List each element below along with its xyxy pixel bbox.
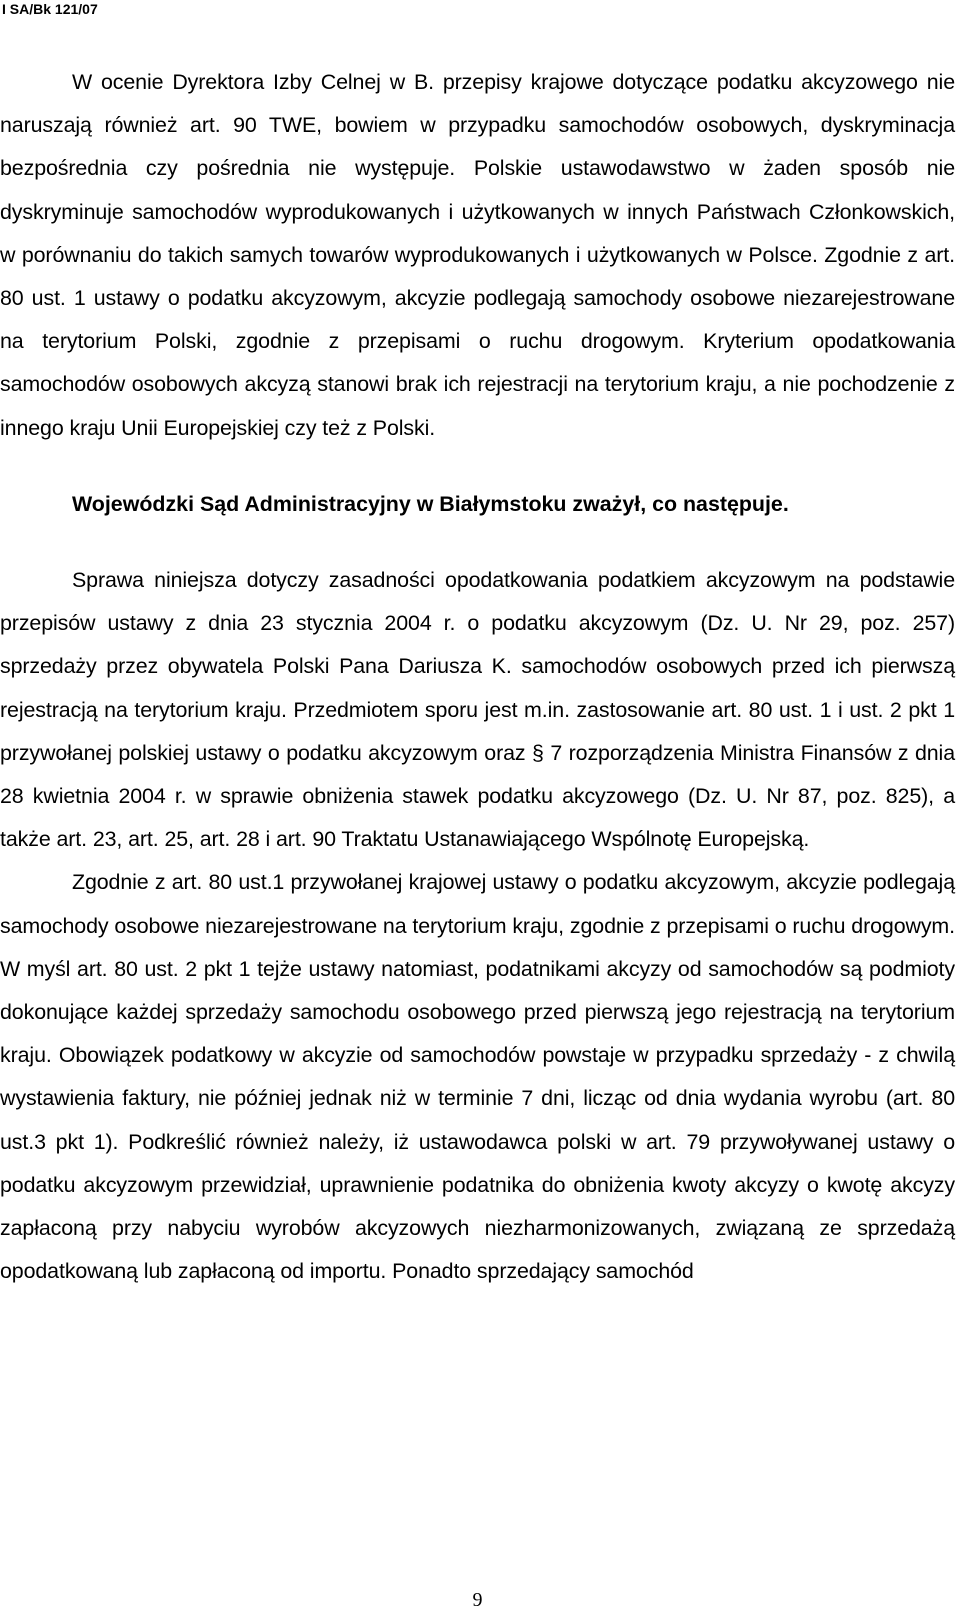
paragraph-statutory-provisions: Zgodnie z art. 80 ust.1 przywołanej krajowej ustawy o podatku akcyzowym, akcyzie podlegają samochody osobowe niezarejestrowane na terytorium kraju, zgodnie z przepisami o ruchu drogowym. W myśl art. 80 ust. 2 pkt 1 tejże ustawy natomiast, podatnikami akcyzy od samochodów są podmioty dokonujące każdej sprzedaży samochodu osobowego przed pierwszą jego rejestracją na terytorium kraju. Obowiązek podatkowy w akcyzie od samochodów powstaje w przypadku sprzedaży - z chwilą wystawienia faktury, nie później jednak niż w terminie 7 dni, licząc od dnia wydania wyrobu (art. 80 ust.3 pkt 1). Podkreślić również należy, iż ustawodawca polski w art. 79 przywoływanej ustawy o podatku akcyzowym przewidział, uprawnienie podatnika do obniżenia kwoty akcyzy o kwotę akcyzy zapłaconą przy nabyciu wyrobów akcyzowych niezharmonizowanych, związaną ze sprzedażą opodatkowaną lub zapłaconą od importu. Ponadto sprzedający samochód: [0, 870, 955, 1284]
page-number: 9: [472, 1589, 483, 1611]
paragraph-case-subject: Sprawa niniejsza dotyczy zasadności opodatkowania podatkiem akcyzowym na podstawie przepisów ustawy z dnia 23 stycznia 2004 r. o podatku akcyzowym (Dz. U. Nr 29, poz. 257) sprzedaży przez obywatela Polski Pana Dariusza K. samochodów osobowych przed ich pierwszą rejestracją na terytorium kraju. Przedmiotem sporu jest m.in. zastosowanie art. 80 ust. 1 i ust. 2 pkt 1 przywołanej polskiej ustawy o podatku akcyzowym oraz § 7 rozporządzenia Ministra Finansów z dnia 28 kwietnia 2004 r. w sprawie obniżenia stawek podatku akcyzowego (Dz. U. Nr 87, poz. 825), a także art. 23, art. 25, art. 28 i art. 90 Traktatu Ustanawiającego Wspólnotę Europejską.: [0, 568, 955, 852]
document-body: [0, 61, 955, 1293]
document-reference: I SA/Bk 121/07: [2, 1, 98, 17]
court-considerations-heading: Wojewódzki Sąd Administracyjny w Białymstoku zważył, co następuje.: [72, 491, 789, 516]
paragraph-director-opinion: W ocenie Dyrektora Izby Celnej w B. przepisy krajowe dotyczące podatku akcyzowego nie naruszają również art. 90 TWE, bowiem w przypadku samochodów osobowych, dyskryminacja bezpośrednia czy pośrednia nie występuje. Polskie ustawodawstwo w żaden sposób nie dyskryminuje samochodów wyprodukowanych i użytkowanych w innych Państwach Członkowskich, w porównaniu do takich samych towarów wyprodukowanych i użytkowanych w Polsce. Zgodnie z art. 80 ust. 1 ustawy o podatku akcyzowym, akcyzie podlegają samochody osobowe niezarejestrowane na terytorium Polski, zgodnie z przepisami o ruchu drogowym. Kryterium opodatkowania samochodów osobowych akcyzą stanowi brak ich rejestracji na terytorium kraju, a nie pochodzenie z innego kraju Unii Europejskiej czy też z Polski.: [0, 70, 955, 440]
